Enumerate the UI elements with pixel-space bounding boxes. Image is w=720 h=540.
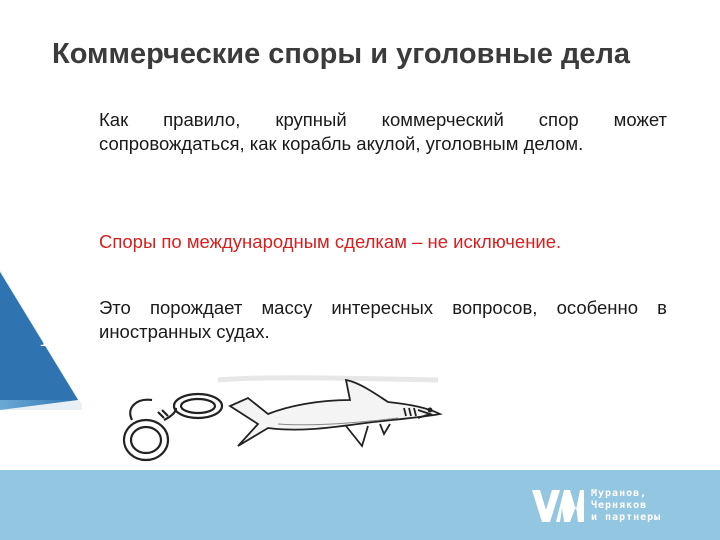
page-number: 12 xyxy=(39,333,57,350)
logo-line-1: Муранов, xyxy=(591,488,648,499)
illustration xyxy=(118,368,448,468)
paragraph-2-highlight: Споры по международным сделкам – не исключение. xyxy=(99,231,562,252)
logo-text xyxy=(591,488,661,524)
shark-icon xyxy=(230,380,440,446)
logo-line-2: Черняков xyxy=(591,500,648,511)
logo-line-3: и партнеры xyxy=(591,512,662,523)
handcuffs-icon xyxy=(124,394,222,460)
paragraph-1: Как правило, крупный коммерческий спор может сопровождаться, как корабль акулой, уголовным делом. xyxy=(99,109,667,154)
slide-title: Коммерческие споры и уголовные дела xyxy=(52,38,631,70)
paragraph-3: Это порождает массу интересных вопросов, особенно в иностранных судах. xyxy=(99,297,667,342)
logo-mark-icon xyxy=(532,488,584,524)
